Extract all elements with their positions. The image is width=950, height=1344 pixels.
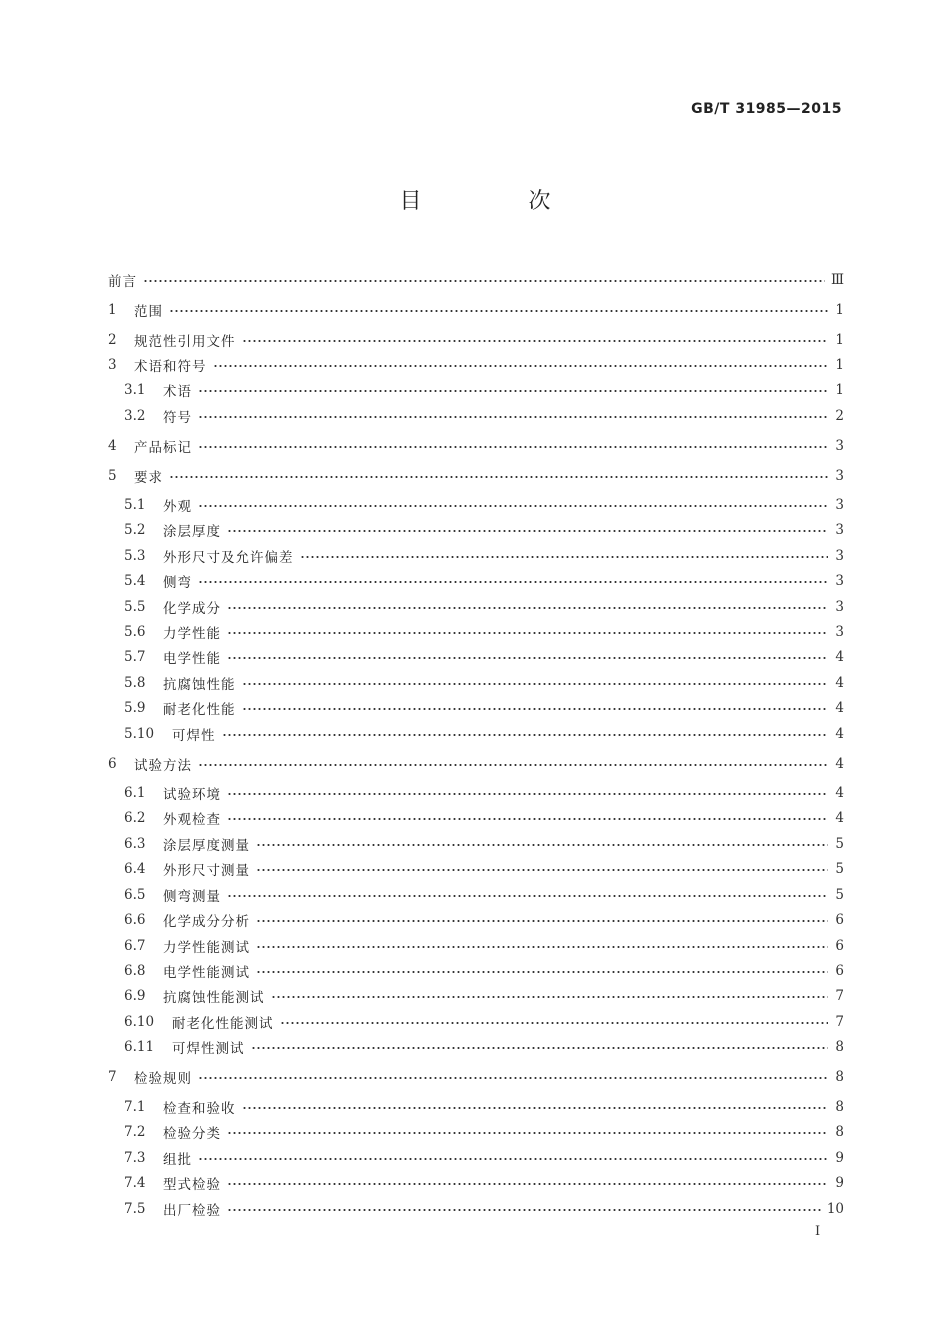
toc-entry-page: 10	[826, 1201, 844, 1217]
dot-leader	[198, 415, 828, 419]
toc-entry[interactable]	[108, 434, 844, 458]
toc-entry-number: 7.2	[124, 1124, 146, 1140]
dot-leader	[242, 707, 829, 711]
toc-entry-title: 侧弯	[163, 575, 192, 591]
toc-entry-number: 6	[108, 756, 117, 772]
toc-entry-title: 耐老化性能测试	[172, 1016, 274, 1032]
dot-leader	[198, 389, 828, 393]
toc-entry-number: 6.5	[124, 887, 146, 903]
toc-entry-number: 6.4	[124, 861, 146, 877]
dot-leader	[198, 445, 828, 449]
page-number: I	[815, 1224, 821, 1239]
toc-entry-page: 5	[835, 836, 844, 852]
toc-entry-page: 5	[835, 887, 844, 903]
toc-entry-title: 出厂检验	[163, 1203, 221, 1219]
toc-entry-title: 电学性能测试	[163, 965, 250, 981]
toc-entry-number: 6.9	[124, 988, 146, 1004]
toc-entry-number: 6.8	[124, 963, 146, 979]
toc-entry-title: 抗腐蚀性能	[163, 677, 236, 693]
toc-entry-number: 4	[108, 438, 117, 454]
toc-entry-number: 5.2	[124, 522, 146, 538]
toc-entry-page: 3	[835, 497, 844, 513]
toc-entry-number: 3.2	[124, 408, 146, 424]
toc-entry-title: 规范性引用文件	[134, 334, 236, 350]
toc-entry[interactable]	[108, 268, 844, 292]
toc-entry-page: 6	[835, 938, 844, 954]
toc-entry-title: 检查和验收	[163, 1101, 236, 1117]
toc-entry[interactable]	[108, 1065, 844, 1089]
toc-entry-page: 5	[835, 861, 844, 877]
toc-entry[interactable]	[108, 1010, 844, 1034]
dot-leader	[169, 475, 828, 479]
toc-entry-title: 化学成分	[163, 601, 221, 617]
toc-entry-page: 3	[835, 548, 844, 564]
toc-entry-number: 5.3	[124, 548, 146, 564]
toc-entry-title: 符号	[163, 410, 192, 426]
toc-entry-page: 3	[835, 599, 844, 615]
toc-entry-number: 5.1	[124, 497, 146, 513]
toc-entry-title: 涂层厚度测量	[163, 838, 250, 854]
toc-entry-page: 1	[835, 357, 844, 373]
dot-leader	[256, 868, 828, 872]
toc-entry-number: 7	[108, 1069, 117, 1085]
toc-entry-title: 术语和符号	[134, 359, 207, 375]
toc-entry-number: 7.1	[124, 1099, 146, 1115]
toc-entry-title: 术语	[163, 384, 192, 400]
dot-leader	[227, 529, 828, 533]
toc-entry-page: 3	[835, 573, 844, 589]
toc-entry[interactable]	[108, 832, 844, 856]
toc-entry-title: 抗腐蚀性能测试	[163, 990, 265, 1006]
toc-entry-title: 耐老化性能	[163, 702, 236, 718]
toc-entry-number: 5	[108, 468, 117, 484]
dot-leader	[227, 1208, 821, 1212]
toc-entry-title: 试验方法	[134, 758, 192, 774]
toc-entry-number: 6.1	[124, 785, 146, 801]
toc-entry-page: 9	[835, 1150, 844, 1166]
toc-entry[interactable]	[108, 1035, 844, 1059]
toc-entry-page: 1	[835, 332, 844, 348]
toc-entry-number: 6.2	[124, 810, 146, 826]
toc-entry-title: 力学性能	[163, 626, 221, 642]
toc-entry[interactable]	[108, 671, 844, 695]
toc-entry[interactable]	[108, 1120, 844, 1144]
toc-entry-number: 6.7	[124, 938, 146, 954]
toc-entry-title: 外观检查	[163, 812, 221, 828]
toc-entry-page: 8	[835, 1124, 844, 1140]
toc-entry[interactable]	[108, 959, 844, 983]
standard-code: GB/T 31985—2015	[691, 101, 842, 117]
dot-leader	[169, 309, 828, 313]
toc-entry-page: 8	[835, 1099, 844, 1115]
toc-entry[interactable]	[108, 696, 844, 720]
toc-entry-number: 5.7	[124, 649, 146, 665]
toc-entry[interactable]	[108, 934, 844, 958]
dot-leader	[198, 1076, 828, 1080]
toc-entry[interactable]	[108, 493, 844, 517]
toc-entry[interactable]	[108, 353, 844, 377]
toc-entry-title: 试验环境	[163, 787, 221, 803]
dot-leader	[280, 1021, 829, 1025]
toc-entry-title: 范围	[134, 304, 163, 320]
toc-entry[interactable]	[108, 1095, 844, 1119]
toc-entry-title: 检验分类	[163, 1126, 221, 1142]
dot-leader	[227, 1182, 828, 1186]
toc-entry[interactable]	[108, 544, 844, 568]
dot-leader	[143, 279, 825, 283]
toc-entry-title: 要求	[134, 470, 163, 486]
toc-entry-page: 2	[835, 408, 844, 424]
toc-entry[interactable]	[108, 781, 844, 805]
toc-entry[interactable]	[108, 1146, 844, 1170]
toc-entry-number: 1	[108, 302, 117, 318]
toc-entry-title: 型式检验	[163, 1177, 221, 1193]
toc-entry-number: 6.6	[124, 912, 146, 928]
toc-entry-page: 4	[835, 756, 844, 772]
dot-leader	[213, 364, 829, 368]
toc-entry-page: 4	[835, 649, 844, 665]
toc-entry-number: 5.9	[124, 700, 146, 716]
toc-entry-number: 5.6	[124, 624, 146, 640]
dot-leader	[227, 1131, 828, 1135]
dot-leader	[242, 682, 829, 686]
toc-entry[interactable]	[108, 908, 844, 932]
toc-entry-page: 6	[835, 963, 844, 979]
toc-entry-number: 3.1	[124, 382, 146, 398]
toc-entry-page: 4	[835, 810, 844, 826]
toc-entry-page: Ⅲ	[830, 272, 844, 288]
dot-leader	[300, 555, 829, 559]
dot-leader	[242, 339, 829, 343]
toc-entry[interactable]	[108, 569, 844, 593]
toc-entry-page: 3	[835, 438, 844, 454]
dot-leader	[198, 580, 828, 584]
dot-leader	[256, 919, 828, 923]
toc-entry[interactable]	[108, 806, 844, 830]
dot-leader	[227, 792, 828, 796]
dot-leader	[256, 945, 828, 949]
toc-entry-page: 8	[835, 1069, 844, 1085]
toc-entry-number: 7.3	[124, 1150, 146, 1166]
toc-entry-page: 7	[835, 988, 844, 1004]
toc-entry-page: 3	[835, 468, 844, 484]
toc-entry[interactable]	[108, 518, 844, 542]
toc-entry-page: 3	[835, 522, 844, 538]
toc-entry-page: 3	[835, 624, 844, 640]
toc-entry-page: 4	[835, 726, 844, 742]
toc-entry-title: 产品标记	[134, 440, 192, 456]
toc-entry[interactable]	[108, 645, 844, 669]
toc-entry-page: 8	[835, 1039, 844, 1055]
toc-entry-page: 4	[835, 700, 844, 716]
toc-entry-number: 6.11	[124, 1039, 155, 1055]
toc-entry-title: 检验规则	[134, 1071, 192, 1087]
dot-leader	[227, 817, 828, 821]
dot-leader	[227, 631, 828, 635]
toc-entry[interactable]	[108, 752, 844, 776]
toc-entry-number: 6.10	[124, 1014, 155, 1030]
toc-entry-number: 2	[108, 332, 117, 348]
toc-entry-number: 5.4	[124, 573, 146, 589]
page-title: 目 次	[399, 189, 601, 214]
toc-entry-title: 电学性能	[163, 651, 221, 667]
dot-leader	[251, 1046, 829, 1050]
toc-entry-number: 5.10	[124, 726, 155, 742]
dot-leader	[242, 1106, 829, 1110]
dot-leader	[198, 504, 828, 508]
toc-entry-title: 力学性能测试	[163, 940, 250, 956]
toc-entry-title: 可焊性测试	[172, 1041, 245, 1057]
toc-entry-page: 7	[835, 1014, 844, 1030]
toc-entry-page: 9	[835, 1175, 844, 1191]
toc-entry-title: 组批	[163, 1152, 192, 1168]
dot-leader	[256, 843, 828, 847]
toc-entry-number: 5.8	[124, 675, 146, 691]
toc-entry-number: 7.4	[124, 1175, 146, 1191]
toc-entry-number: 7.5	[124, 1201, 146, 1217]
dot-leader	[227, 606, 828, 610]
toc-entry[interactable]	[108, 464, 844, 488]
toc-entry-page: 1	[835, 302, 844, 318]
toc-entry[interactable]	[108, 404, 844, 428]
toc-entry[interactable]	[108, 595, 844, 619]
toc-entry[interactable]	[108, 328, 844, 352]
toc-entry-number: 6.3	[124, 836, 146, 852]
toc-entry[interactable]	[108, 1197, 844, 1221]
toc-entry[interactable]	[108, 984, 844, 1008]
toc-entry[interactable]	[108, 883, 844, 907]
toc-entry-title: 外形尺寸及允许偏差	[163, 550, 294, 566]
toc-entry[interactable]	[108, 857, 844, 881]
dot-leader	[227, 656, 828, 660]
dot-leader	[198, 763, 828, 767]
toc-entry-number: 3	[108, 357, 117, 373]
toc-entry-page: 4	[835, 785, 844, 801]
dot-leader	[256, 970, 828, 974]
toc-entry[interactable]	[108, 378, 844, 402]
dot-leader	[227, 894, 828, 898]
toc-entry-page: 6	[835, 912, 844, 928]
toc-entry[interactable]	[108, 620, 844, 644]
dot-leader	[271, 995, 829, 999]
toc-entry-title: 可焊性	[172, 728, 216, 744]
toc-entry-title: 前言	[108, 274, 137, 290]
toc-entry-title: 侧弯测量	[163, 889, 221, 905]
toc-entry[interactable]	[108, 722, 844, 746]
toc-entry-page: 1	[835, 382, 844, 398]
toc-entry[interactable]	[108, 1171, 844, 1195]
dot-leader	[222, 733, 829, 737]
toc-entry-page: 4	[835, 675, 844, 691]
toc-entry-title: 外观	[163, 499, 192, 515]
toc-entry-title: 涂层厚度	[163, 524, 221, 540]
toc-entry[interactable]	[108, 298, 844, 322]
dot-leader	[198, 1157, 828, 1161]
toc-entry-title: 外形尺寸测量	[163, 863, 250, 879]
toc-entry-title: 化学成分分析	[163, 914, 250, 930]
toc-entry-number: 5.5	[124, 599, 146, 615]
